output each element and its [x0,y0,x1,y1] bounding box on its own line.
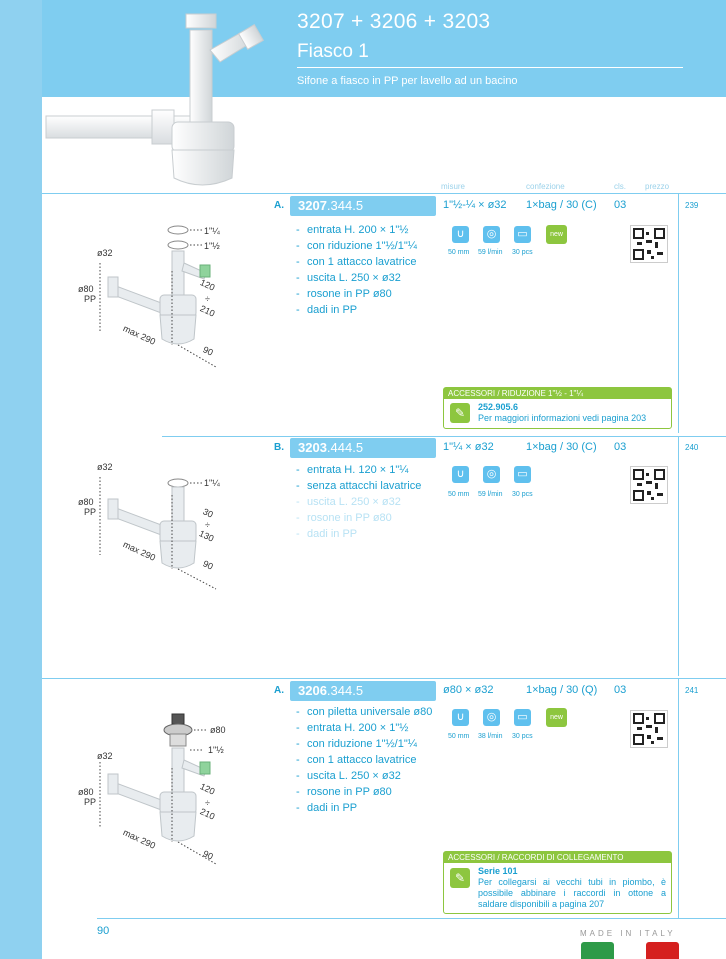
product-code [290,681,436,701]
siphon-depth-icon: ∪ [452,226,469,243]
product-size: 1"¼ × ø32 [443,441,494,453]
product-code-suffix: .344.5 [326,683,364,698]
product-letter: A. [274,200,284,211]
accessory-code: Serie 101 [478,866,518,876]
dimension-label: ø32 [97,248,113,258]
feature-item: - con 1 attacco lavatrice [296,256,417,268]
product-code-suffix: .444.5 [326,440,364,455]
dimension-label: PP [84,507,97,517]
dimension-label: max 290 [121,539,158,563]
wrench-icon: ✎ [450,868,470,888]
dimension-label: ø32 [97,751,113,761]
pcs-label: 30 pcs [512,733,533,740]
page-description: Sifone a fiasco in PP per lavello ad un bacino [297,75,518,87]
product-pack: 1×bag / 30 (Q) [526,684,598,696]
page-title: 3207 + 3206 + 3203 [297,10,491,33]
dimension-label: 210 [198,303,217,319]
bag-icon: ▭ [514,709,531,726]
feature-item: - con riduzione 1"½/1"¼ [296,738,417,750]
dimension-label: PP [84,797,97,807]
feature-item: - uscita L. 250 × ø32 [296,272,401,284]
feature-item: - rosone in PP ø80 [296,512,392,524]
feature-list [296,462,421,542]
accessory-header: ACCESSORI / RACCORDI DI COLLEGAMENTO [444,852,671,863]
flow-rate-icon: ◎ [483,466,500,483]
flag-green-block [581,942,614,959]
dimension-label: ÷ [205,294,210,304]
dimension-label: PP [84,294,97,304]
pcs-label: 30 pcs [512,491,533,498]
section-b-right-rule [678,436,679,676]
feature-item: - con piletta universale ø80 [296,706,433,718]
product-pack: 1×bag / 30 (C) [526,441,597,453]
feature-list [296,704,432,816]
dimension-label: ø80 [78,497,94,507]
new-badge: new [546,708,567,727]
feature-item: - senza attacchi lavatrice [296,480,422,492]
feature-item: - entrata H. 120 × 1"¼ [296,464,409,476]
accessory-text: Per collegarsi ai vecchi tubi in piombo, è possibile abbinare i raccordi in ottone a saldare disponibili a pagina 207 [478,877,666,909]
product-size: 1"½-¼ × ø32 [443,199,507,211]
section-b-top-rule [162,436,726,437]
dimension-label: 90 [201,558,215,572]
qr-code-icon[interactable] [630,710,668,748]
dimension-label: 130 [197,528,216,544]
feature-list [296,222,417,318]
dimension-label: 1"¼ [204,478,220,488]
left-margin-bar [0,0,42,959]
new-badge: new [546,225,567,244]
depth-label: 50 mm [448,491,470,498]
dimension-label: 1"½ [204,241,220,251]
flow-rate-icon: ◎ [483,226,500,243]
siphon-depth-icon: ∪ [452,709,469,726]
dimension-label: ø32 [97,462,113,472]
flow-rate-icon: ◎ [483,709,500,726]
page-number: 90 [97,925,110,937]
product-letter: B. [274,442,284,453]
product-code-main: 3206 [298,683,327,698]
section-c-top-rule [42,678,726,679]
product-page-ref: 240 [685,443,699,452]
accessory-code: 252.905.6 [478,402,519,412]
bag-icon: ▭ [514,226,531,243]
dimension-label: 90 [201,848,215,862]
product-cls: 03 [614,441,627,453]
dimension-label: ÷ [205,798,210,808]
footer-rule [97,918,726,919]
product-code [290,438,436,458]
feature-item: - uscita L. 250 × ø32 [296,496,401,508]
feature-item: - dadi in PP [296,304,358,316]
product-cls: 03 [614,684,627,696]
page-subtitle: Fiasco 1 [297,41,369,62]
feature-item: - rosone in PP ø80 [296,786,392,798]
flow-label: 38 l/min [478,733,503,740]
accessory-box [443,851,672,914]
feature-item: - con riduzione 1"½/1"¼ [296,240,417,252]
dimension-label: 1"¼ [204,226,220,236]
depth-label: 50 mm [448,733,470,740]
feature-item: - entrata H. 200 × 1"½ [296,224,409,236]
wrench-icon: ✎ [450,403,470,423]
header-divider [297,67,683,68]
dimension-label: max 290 [121,323,158,347]
product-page-ref: 239 [685,201,699,210]
dimension-label: 210 [198,806,217,822]
feature-item: - dadi in PP [296,802,358,814]
product-code [290,196,436,216]
product-letter: A. [274,685,284,696]
dimension-label: 120 [198,781,217,797]
qr-code-icon[interactable] [630,225,668,263]
column-header-misure: misure [441,182,466,191]
depth-label: 50 mm [448,249,470,256]
flow-label: 59 l/min [478,491,503,498]
feature-item: - entrata H. 200 × 1"½ [296,722,409,734]
header-product-image [42,10,292,195]
dimension-label: 120 [198,277,217,293]
pcs-label: 30 pcs [512,249,533,256]
siphon-depth-icon: ∪ [452,466,469,483]
dimension-label: 1"½ [208,745,224,755]
dimension-label: max 290 [121,827,158,851]
flow-label: 59 l/min [478,249,503,256]
accessory-text: Per maggiori informazioni vedi pagina 203 [478,413,647,423]
flag-red-block [646,942,679,959]
accessory-box [443,387,672,429]
feature-item: - dadi in PP [296,528,358,540]
dimension-label: ø80 [210,725,226,735]
column-header-prezzo: prezzo [645,182,670,191]
product-code-suffix: .344.5 [326,198,364,213]
column-header-confezione: confezione [526,182,565,191]
section-a-right-rule [678,193,679,433]
product-page-ref: 241 [685,686,699,695]
section-c-right-rule [678,678,679,918]
dimension-label: 90 [201,344,215,358]
dimension-label: 30 [201,506,215,520]
feature-item: - uscita L. 250 × ø32 [296,770,401,782]
product-size: ø80 × ø32 [443,684,494,696]
dimension-label: ÷ [205,520,210,530]
accessory-header: ACCESSORI / RIDUZIONE 1"½ - 1"¼ [444,388,671,399]
product-cls: 03 [614,199,627,211]
product-code-main: 3203 [298,440,327,455]
column-header-cls: cls. [614,182,626,191]
product-pack: 1×bag / 30 (C) [526,199,597,211]
feature-item: - rosone in PP ø80 [296,288,392,300]
product-code-main: 3207 [298,198,327,213]
feature-item: - con 1 attacco lavatrice [296,754,417,766]
qr-code-icon[interactable] [630,466,668,504]
section-a-top-rule [42,193,726,194]
dimension-label: ø80 [78,787,94,797]
bag-icon: ▭ [514,466,531,483]
dimension-label: ø80 [78,284,94,294]
made-in-label: MADE IN ITALY [580,929,676,938]
